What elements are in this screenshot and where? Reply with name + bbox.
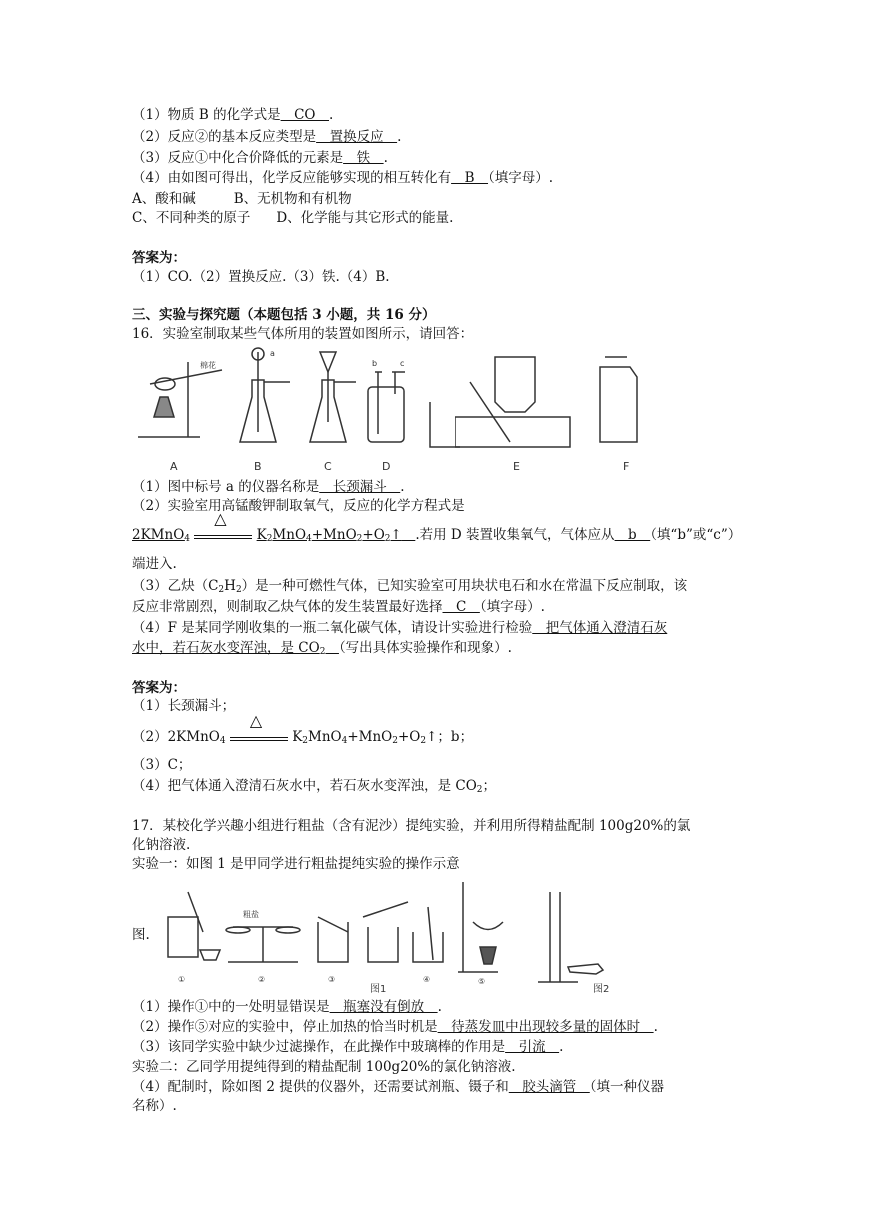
fig-label: C (324, 460, 332, 473)
q16-line1: （1）图中标号 a 的仪器名称是 长颈漏斗 . (132, 479, 405, 495)
q17-exp1: 实验一：如图 1 是甲同学进行粗盐提纯实验的操作示意 (132, 856, 460, 872)
answer-blank: 引流 (505, 1039, 560, 1055)
q17-exp2: 实验二：乙同学用提纯得到的精盐配制 100g20%的氯化钠溶液. (132, 1059, 516, 1075)
heat-triangle: △ (249, 711, 263, 730)
answer-blank: 长颈漏斗 (319, 479, 401, 495)
q17-stem2: 化钠溶液. (132, 837, 191, 853)
step-number: ② (258, 975, 266, 984)
q16-line2c: 端进入. (132, 556, 177, 572)
answer-blank: 把气体通入澄清石灰 (532, 620, 668, 636)
q15-line4: （4）由如图可得出，化学反应能够实现的相互转化有 B （填字母）. (132, 170, 554, 186)
fig-label: E (513, 460, 520, 473)
apparatus-figure-2 (455, 342, 675, 477)
step-number: ③ (328, 975, 336, 984)
q17-stem1: 17．某校化学兴趣小组进行粗盐（含有泥沙）提纯实验，并利用所得精盐配制 100g20%的氯 (132, 818, 691, 834)
answer-blank: 铁 (343, 150, 384, 166)
step-number: ① (178, 975, 186, 984)
q16-equation: 2KMnO$_4$ △ $K_2MnO_4+MnO_2+O_2↑$ .若用 D 装置收集氧气，气体应从 b （填“b”或“c”） (132, 509, 742, 544)
q16-line4: （4）F 是某同学刚收集的一瓶二氧化碳气体，请设计实验进行检验 把气体通入澄清石灰 (132, 620, 668, 636)
q15-options-row2: C、不同种类的原子 D、化学能与其它形式的能量. (132, 210, 454, 226)
q16-stem: 16．实验室制取某些气体所用的装置如图所示，请回答： (132, 326, 474, 342)
figure2-label: 图2 (593, 984, 610, 994)
q16-answer1: （1）长颈漏斗； (132, 698, 236, 714)
q16-line3b: 反应非常剧烈，则制取乙炔气体的发生装置最好选择 C （填字母）. (132, 599, 545, 615)
fig-small-label: a (270, 349, 275, 358)
heat-triangle: △ (214, 509, 227, 528)
answer-blank: 待蒸发皿中出现较多量的固体时 (437, 1019, 654, 1035)
fig-label: A (170, 460, 178, 473)
q16-answer3: （3）C； (132, 757, 192, 773)
q17-line1: （1）操作①中的一处明显错误是 瓶塞没有倒放 . (132, 999, 442, 1015)
operation-figure (158, 872, 650, 994)
answer-blank: CO (280, 107, 329, 123)
answer-blank: b (614, 527, 651, 543)
fig-small-label: 棉花 (200, 361, 216, 370)
step-number: ④ (423, 975, 431, 984)
q16-line4b: 水中，若石灰水变浑浊，是 $CO_2$ （写出具体实验操作和现象）. (132, 640, 512, 657)
answer-blank: 胶头滴管 (508, 1079, 590, 1095)
q15-answer-label: 答案为： (132, 250, 186, 266)
fig-label: F (623, 460, 630, 473)
q16-line3: （3）乙炔$(C_2H_2)$是一种可燃性气体，已知实验室可用块状电石和水在常温下反应制取，该 (132, 578, 688, 595)
q16-answer-label: 答案为： (132, 680, 186, 696)
q17-line4c: 名称）. (132, 1098, 177, 1114)
q16-answer4: （4）把气体通入澄清石灰水中，若石灰水变浑浊，是 $CO_2$； (132, 778, 497, 795)
q17-tu: 图. (132, 927, 150, 943)
section-title: 三、实验与探究题（本题包括 3 小题，共 16 分） (132, 307, 436, 323)
q15-line1: （1）物质 B 的化学式是 CO . (132, 107, 334, 123)
answer-blank: 瓶塞没有倒放 (329, 999, 438, 1015)
q17-line3: （3）该同学实验中缺少过滤操作，在此操作中玻璃棒的作用是 引流 . (132, 1039, 564, 1055)
q17-line4: （4）配制时，除如图 2 提供的仪器外，还需要试剂瓶、镊子和 胶头滴管 （填一种仪器 (132, 1079, 665, 1095)
fig-small-label: c (400, 359, 405, 368)
fig-label: B (254, 460, 262, 473)
q16-line2: （2）实验室用高锰酸钾制取氧气，反应的化学方程式是 (132, 498, 465, 514)
step-number: ⑤ (478, 977, 486, 986)
answer-blank: B (451, 170, 489, 186)
q15-line2: （2）反应②的基本反应类型是 置换反应 . (132, 129, 402, 145)
q17-line2: （2）操作⑤对应的实验中，停止加热的恰当时机是 待蒸发皿中出现较多量的固体时 . (132, 1019, 658, 1035)
figure1-label: 图1 (370, 984, 387, 994)
answer-blank: 置换反应 (316, 129, 398, 145)
q15-options-row1: A、酸和碱 B、无机物和有机物 (132, 191, 352, 207)
fig-label: D (382, 460, 391, 473)
q16-answer2: （2）2KMnO$_4$ △ $K_2MnO_4+MnO_2+O_2↑$；b； (132, 711, 474, 746)
q15-answer: （1）CO.（2）置换反应.（3）铁.（4）B. (132, 269, 390, 285)
q15-line3: （3）反应①中化合价降低的元素是 铁 . (132, 150, 388, 166)
fig-small-label: b (372, 359, 378, 368)
fig-small-label: 粗盐 (243, 910, 259, 919)
apparatus-figure (130, 342, 460, 477)
answer-blank: C (442, 599, 480, 615)
